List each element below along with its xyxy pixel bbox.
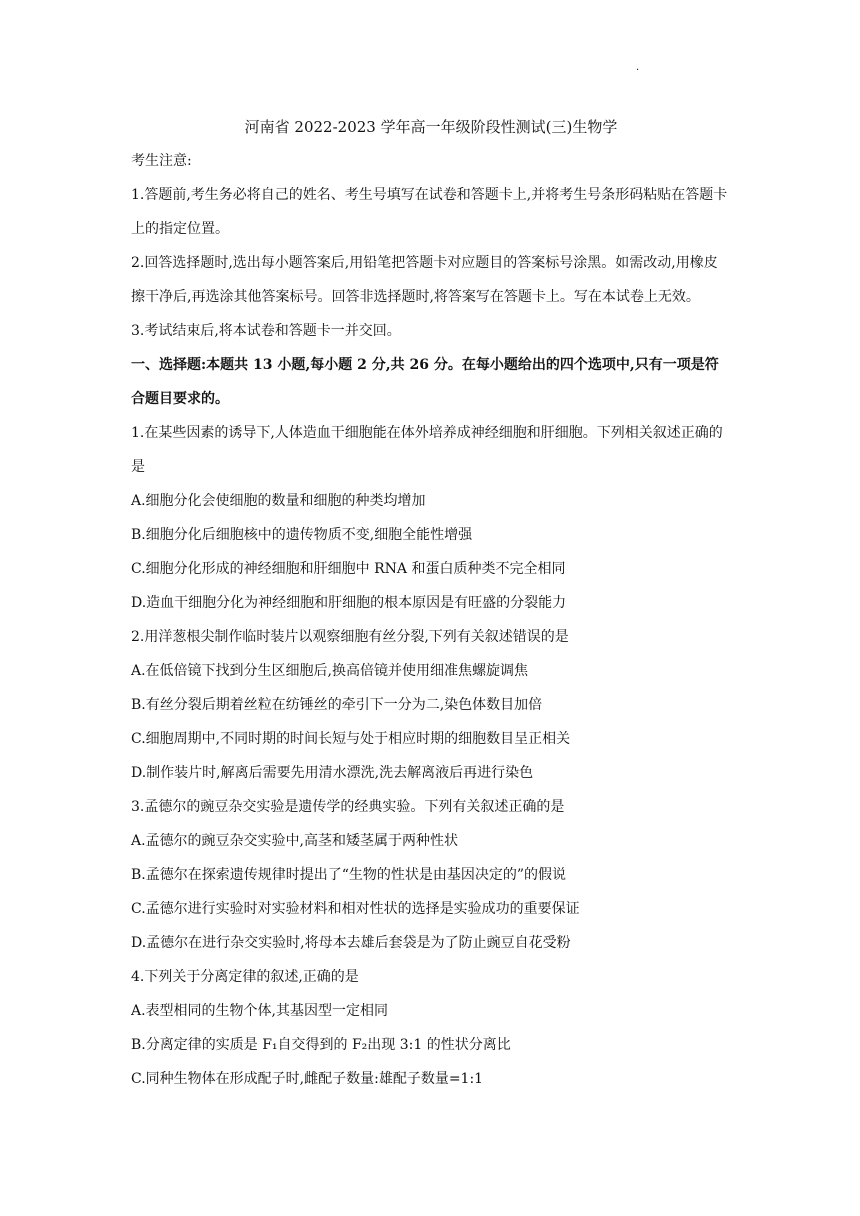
- option-d: D.制作装片时,解离后需要先用清水漂洗,洗去解离液后再进行染色: [131, 765, 534, 781]
- option-a: A.孟德尔的豌豆杂交实验中,高茎和矮茎属于两种性状: [131, 833, 459, 849]
- question-1: [131, 416, 731, 620]
- header-mark: ·: [636, 65, 640, 76]
- option-d: D.造血干细胞分化为神经细胞和肝细胞的根本原因是有旺盛的分裂能力: [131, 595, 567, 611]
- notice-heading: 考生注意:: [131, 153, 192, 169]
- notice-item: 1.答题前,考生务必将自己的姓名、考生号填写在试卷和答题卡上,并将考生号条形码粘贴在答题卡上的指定位置。: [131, 187, 728, 237]
- option-c: C.细胞分化形成的神经细胞和肝细胞中 RNA 和蛋白质种类不完全相同: [131, 561, 566, 577]
- option-a: A.细胞分化会使细胞的数量和细胞的种类均增加: [131, 493, 426, 509]
- question-stem: 3.孟德尔的豌豆杂交实验是遗传学的经典实验。下列有关叙述正确的是: [131, 799, 565, 815]
- question-3: [131, 790, 731, 960]
- option-c: C.细胞周期中,不同时期的时间长短与处于相应时期的细胞数目呈正相关: [131, 731, 571, 747]
- option-d: D.孟德尔在进行杂交实验时,将母本去雄后套袋是为了防止豌豆自花受粉: [131, 935, 571, 951]
- exam-title: 河南省 2022-2023 学年高一年级阶段性测试(三)生物学: [244, 118, 618, 136]
- option-b: B.有丝分裂后期着丝粒在纺锤丝的牵引下一分为二,染色体数目加倍: [131, 697, 543, 713]
- exam-page: [131, 110, 731, 1096]
- option-a: A.在低倍镜下找到分生区细胞后,换高倍镜并使用细准焦螺旋调焦: [131, 663, 529, 679]
- option-b: B.孟德尔在探索遗传规律时提出了“生物的性状是由基因决定的”的假说: [131, 867, 567, 883]
- section-heading: 一、选择题:本题共 13 小题,每小题 2 分,共 26 分。在每小题给出的四个选项中,只有一项是符合题目要求的。: [131, 357, 719, 407]
- option-b: B.细胞分化后细胞核中的遗传物质不变,细胞全能性增强: [131, 527, 473, 543]
- question-stem: 4.下列关于分离定律的叙述,正确的是: [131, 969, 359, 985]
- option-a: A.表型相同的生物个体,其基因型一定相同: [131, 1003, 389, 1019]
- option-c: C.同种生物体在形成配子时,雌配子数量:雄配子数量=1:1: [131, 1071, 484, 1087]
- notice-item: 2.回答选择题时,选出每小题答案后,用铅笔把答题卡对应题目的答案标号涂黑。如需改动,用橡皮擦干净后,再选涂其他答案标号。回答非选择题时,将答案写在答题卡上。写在本试卷上无效。: [131, 255, 718, 305]
- notice-item: 3.考试结束后,将本试卷和答题卡一并交回。: [131, 323, 401, 339]
- question-2: [131, 620, 731, 790]
- question-4: [131, 960, 731, 1096]
- question-stem: 1.在某些因素的诱导下,人体造血干细胞能在体外培养成神经细胞和肝细胞。下列相关叙述正确的是: [131, 425, 723, 475]
- question-stem: 2.用洋葱根尖制作临时装片以观察细胞有丝分裂,下列有关叙述错误的是: [131, 629, 569, 645]
- option-b: B.分离定律的实质是 F₁自交得到的 F₂出现 3:1 的性状分离比: [131, 1037, 511, 1053]
- option-c: C.孟德尔进行实验时对实验材料和相对性状的选择是实验成功的重要保证: [131, 901, 580, 917]
